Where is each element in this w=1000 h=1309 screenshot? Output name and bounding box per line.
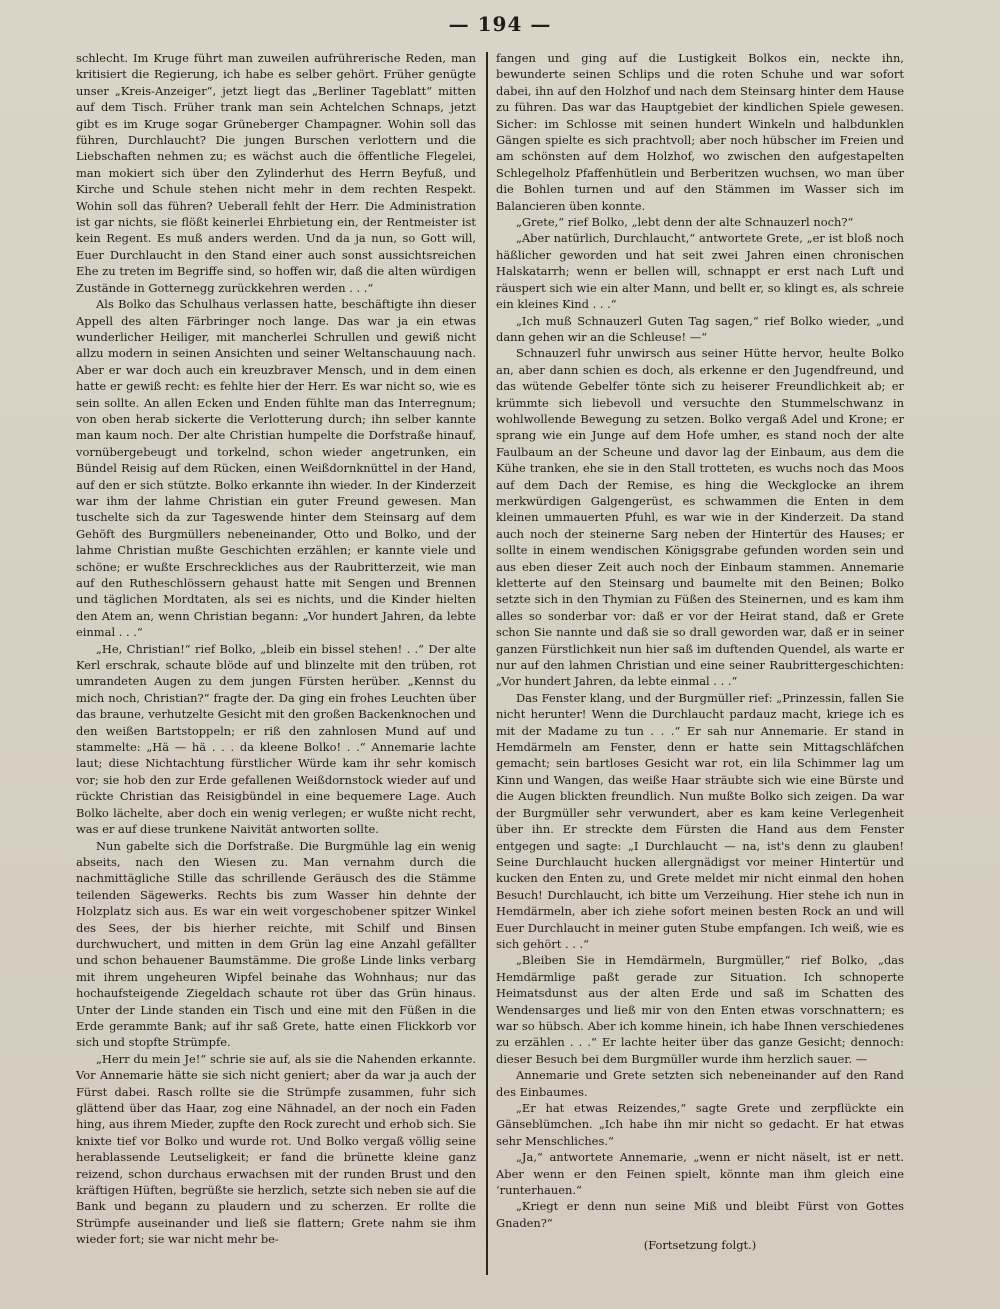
paragraph: „He, Christian!“ rief Bolko, „bleib ein bissel stehen! . .“ Der alte Kerl erschrak, schaute blöde auf und blinzelte mit den trüben, rot umrandeten Augen zu dem jungen Fürsten herüber. „Kennst du mich noch, Christian?“ fragte der. Da ging ein frohes Leuchten über das braune, verhutzelte Gesicht mit den großen Backenknochen und den weißen Bartstoppeln; er riß den zahnlosen Mund auf und stammelte: „Hä — hä . . . da kleene Bolko! . .“ Annemarie lachte laut; diese Nichtachtung fürstlicher Würde kam ihr sehr komisch vor; sie hob den zur Erde gefallenen Weißdornstock wieder auf und rückte Christian das Reisigbündel in eine bequemere Lage. Auch Bolko lächelte, aber doch ein wenig verlegen; er wußte nicht recht, was er auf diese trunkene Naivität antworten sollte. <box>76 641 476 837</box>
column-divider <box>486 52 488 1275</box>
paragraph: „Grete,“ rief Bolko, „lebt denn der alte Schnauzerl noch?“ <box>516 215 854 230</box>
paragraph: „Ja,“ antwortete Annemarie, „wenn er nicht näselt, ist er nett. Aber wenn er den Feinen spielt, könnte man ihm gleich eine ‘runterhauen.“ <box>496 1150 904 1198</box>
page-number: — 194 — <box>448 12 552 36</box>
paragraph: „Aber natürlich, Durchlaucht,“ antwortete Grete, „er ist bloß noch häßlicher geworden und hat seit zwei Jahren einen chronischen Halskatarrh; wenn er bellen will, schnappt er erst nach Luft und räuspert sich wie ein alter Mann, und bellt er, so klingt es, als schreie ein kleines Kind . . .“ <box>496 231 904 312</box>
paragraph: „Ich muß Schnauzerl Guten Tag sagen,“ rief Bolko wieder, „und dann gehen wir an die Schleuse! —“ <box>496 313 904 344</box>
paragraph: „Herr du mein Je!“ schrie sie auf, als sie die Nahenden erkannte. Vor Annemarie hätte sie sich nicht geniert; aber da war ja auch der Fürst dabei. Rasch rollte sie die Strümpfe zusammen, fuhr sich glättend über das Haar, zog eine Nähnadel, an der noch ein Faden hing, aus ihrem Mieder, zupfte den Rock zurecht und erhob sich. Sie knixte tief vor Bolko und wurde rot. Und Bolko vergaß völlig seine herablassende Leutseligkeit; er fand die brünette kleine ganz reizend, schon durchaus erwachsen mit der runden Brust und den kräftigen Hüften, begrüßte sie herzlich, setzte sich neben sie auf die Bank und begann zu plaudern und zu scherzen. Er rollte die Strümpfe auseinander und ließ sie flattern; Grete nahm sie ihm wieder fort; sie war nicht mehr be- <box>76 1051 476 1247</box>
paragraph: Schnauzerl fuhr unwirsch aus seiner Hütte hervor, heulte Bolko an, aber dann schien es doch, als erkenne er den Jugendfreund, und das wütende Gebelfer tönte sich zu heiserer Freundlichkeit ab; er krümmte sich liebevoll und versuchte den Stummelschwanz in wohlwollende Bewegung zu setzen. Bolko vergaß Adel und Krone; er sprang wie ein Junge auf dem Hofe umher, es stand noch der alte Faulbaum an der Scheune und davor lag der Einbaum, aus dem die Kühe tranken, ehe sie in den Stall trotteten, es wuchs noch das Moos auf dem Dach der Remise, es hing die Weckglocke an ihrem merkwürdigen Galgengerüst, es schwammen die Enten in dem kleinen ummauerten Pfuhl, es war wie in der Kinderzeit. Da stand auch noch der steinerne Sarg neben der Hintertür des Hauses; er sollte in einem wendischen Königsgrabe gefunden worden sein und aus eben dieser Zeit auch noch der Einbaum stammen. Annemarie kletterte auf den Steinsarg und baumelte mit den Beinen; Bolko setzte sich in den Thymian zu Füßen des Steinernen, und es kam ihm alles so sonderbar vor: daß er vor der Heirat stand, daß er Grete schon Sie nannte und daß sie so drall geworden war, daß er in seiner ganzen Fürstlichkeit nun hier saß im duftenden Quendel, als warte er nur auf den lahmen Christian und eine seiner Raubrittergeschichten: „Vor hundert Jahren, da lebte einmal . . .“ <box>496 346 904 689</box>
paragraph: „Er hat etwas Reizendes,“ sagte Grete und zerpflückte ein Gänseblümchen. „Ich habe ihn mir nicht so gedacht. Er hat etwas sehr Menschliches.“ <box>496 1101 904 1148</box>
paragraph: fangen und ging auf die Lustigkeit Bolkos ein, neckte ihn, bewunderte seinen Schlips und die roten Schuhe und war sofort dabei, ihn auf den Holzhof und nach dem Steinsarg hinter dem Hause zu führen. Das war das Hauptgebiet der kindlichen Spiele gewesen. Sicher: im Schlosse mit seinen hundert Winkeln und halbdunklen Gängen spielte es sich prachtvoll; aber noch hübscher im Freien und am schönsten auf dem Holzhof, wo zwischen den aufgestapelten Schlegelholz Pfaffenhütlein und Berberitzen wuchsen, wo man über die Bohlen turnen und auf den Stämmen im Wasser sich im Balancieren üben konnte. <box>496 51 904 213</box>
paragraph: Nun gabelte sich die Dorfstraße. Die Burgmühle lag ein wenig abseits, nach den Wiesen zu. Man vernahm durch die nachmittägliche Stille das schrillende Geräusch des die Stämme teilenden Sägewerks. Rechts bis zum Wasser hin dehnte der Holzplatz sich aus. Es war ein weit vorgeschobener spitzer Winkel des Sees, der bis hierher reichte, mit Schilf und Binsen durchwuchert, und mitten in dem Grün lag eine Anzahl gefällter und schon behauener Baumstämme. Die große Linde links verbarg mit ihrem ungeheuren Wipfel beinahe das Wohnhaus; nur das hochaufsteigende Ziegeldach schaute rot über das Grün hinaus. Unter der Linde standen ein Tisch und eine mit den Füßen in die Erde gerammte Bank; auf ihr saß Grete, hatte einen Flickkorb vor sich und stopfte Strümpfe. <box>76 838 476 1050</box>
paragraph: schlecht. Im Kruge führt man zuweilen aufrührerische Reden, man kritisiert die Regierung, ich habe es selber gehört. Früher genügte unser „Kreis-Anzeiger“, jetzt liegt das „Berliner Tageblatt“ mitten auf dem Tisch. Früher trank man sein Achtelchen Schnaps, jetzt gibt es im Kruge sogar Grüneberger Champagner. Wohin soll das führen, Durchlaucht? Die jungen Burschen verlottern und die Liebschaften nehmen zu; es wächst auch die öffentliche Flegelei, man mokiert sich über den Zylinderhut des Herrn Beyfuß, und Kirche und Schule stehen nicht mehr in dem rechten Respekt. Wohin soll das führen? Ueberall fehlt der Herr. Die Administration ist gar nichts, sie flößt keinerlei Ehrbietung ein, der Rentmeister ist kein Regent. Es muß anders werden. Und da ja nun, so Gott will, Euer Durchlaucht in den Stand einer auch sonst aussichtsreichen Ehe zu treten im Begriffe sind, so hoffen wir, daß die alten würdigen Zustände in Gotternegg zurückkehren werden . . .“ <box>76 51 476 295</box>
paragraph: Annemarie und Grete setzten sich nebeneinander auf den Rand des Einbaumes. <box>496 1068 904 1099</box>
continuation-note: (Fortsetzung folgt.) <box>643 1238 757 1253</box>
left-text-column <box>76 50 476 1301</box>
right-text-column <box>496 50 904 1301</box>
paragraph: „Bleiben Sie in Hemdärmeln, Burgmüller,“ rief Bolko, „das Hemdärmlige paßt gerade zur Situation. Ich schnoperte Heimatsdunst aus der alten Erde und saß im Schatten des Wendensarges und ließ mir von den Enten etwas vorschnattern; es war so hübsch. Aber ich komme hinein, ich habe Ihnen verschiedenes zu erzählen . . .“ Er lachte heiter über das ganze Gesicht; dennoch: dieser Besuch bei dem Burgmüller wurde ihm herzlich sauer. — <box>496 953 904 1066</box>
paragraph: Als Bolko das Schulhaus verlassen hatte, beschäftigte ihn dieser Appell des alten Färbringer noch lange. Das war ja ein etwas wunderlicher Heiliger, mit mancherlei Schrullen und gewiß nicht allzu modern in seinen Ansichten und seiner Weltanschauung nach. Aber er war doch auch ein kreuzbraver Mensch, und in dem einen hatte er gewiß recht: es fehlte hier der Herr. Es war nicht so, wie es sein sollte. An allen Ecken und Enden fühlte man das Interregnum; von oben herab sickerte die Verlotterung durch; ihn selber kannte man kaum noch. Der alte Christian humpelte die Dorfstraße hinauf, vornübergebeugt und torkelnd, schon wieder angetrunken, ein Bündel Reisig auf dem Rücken, einen Weißdornknüttel in der Hand, auf den er sich stützte. Bolko erkannte ihn wieder. In der Kinderzeit war ihm der lahme Christian ein guter Freund gewesen. Man tuschelte sich da zur Tageswende hinter dem Steinsarg auf dem Gehöft des Burgmüllers nebeneinander, Otto und Bolko, und der lahme Christian mußte Geschichten erzählen; er kannte viele und schöne; er wußte Erschreckliches aus der Raubritterzeit, wie man auf den Rutheschlössern gehaust hatte mit Sengen und Brennen und täglichen Mordtaten, als sei es nichts, und die Kinder hielten den Atem an, wenn Christian begann: „Vor hundert Jahren, da lebte einmal . . .“ <box>76 297 476 640</box>
paragraph: Das Fenster klang, und der Burgmüller rief: „Prinzessin, fallen Sie nicht herunter! Wenn die Durchlaucht pardauz macht, kriege ich es mit der Madame zu tun . . .“ Er sah nur Annemarie. Er stand in Hemdärmeln am Fenster, denn er hatte sein Mittagschläfchen gemacht; sein bartloses Gesicht war rot, ein lila Schimmer lag um Kinn und Wangen, das weiße Haar sträubte sich wie eine Bürste und die Augen blickten freundlich. Nun mußte Bolko sich zeigen. Da war der Burgmüller sehr verwundert, aber es kam keine Verlegenheit über ihn. Er streckte dem Fürsten die Hand aus dem Fenster entgegen und sagte: „I Durchlaucht — na, ist's denn zu glauben! Seine Durchlaucht hucken allergnädigst vor meiner Hintertür und kucken den Enten zu, und Grete meldet mir nicht einmal den hohen Besuch! Durchlaucht, ich bitte um Verzeihung. Hier stehe ich nun in Hemdärmeln, aber ich ziehe sofort meinen besten Rock an und will Euer Durchlaucht in meiner guten Stube empfangen. Ich weiß, wie es sich gehört . . .“ <box>496 690 904 951</box>
paragraph: „Kriegt er denn nun seine Miß und bleibt Fürst von Gottes Gnaden?“ <box>496 1199 904 1230</box>
